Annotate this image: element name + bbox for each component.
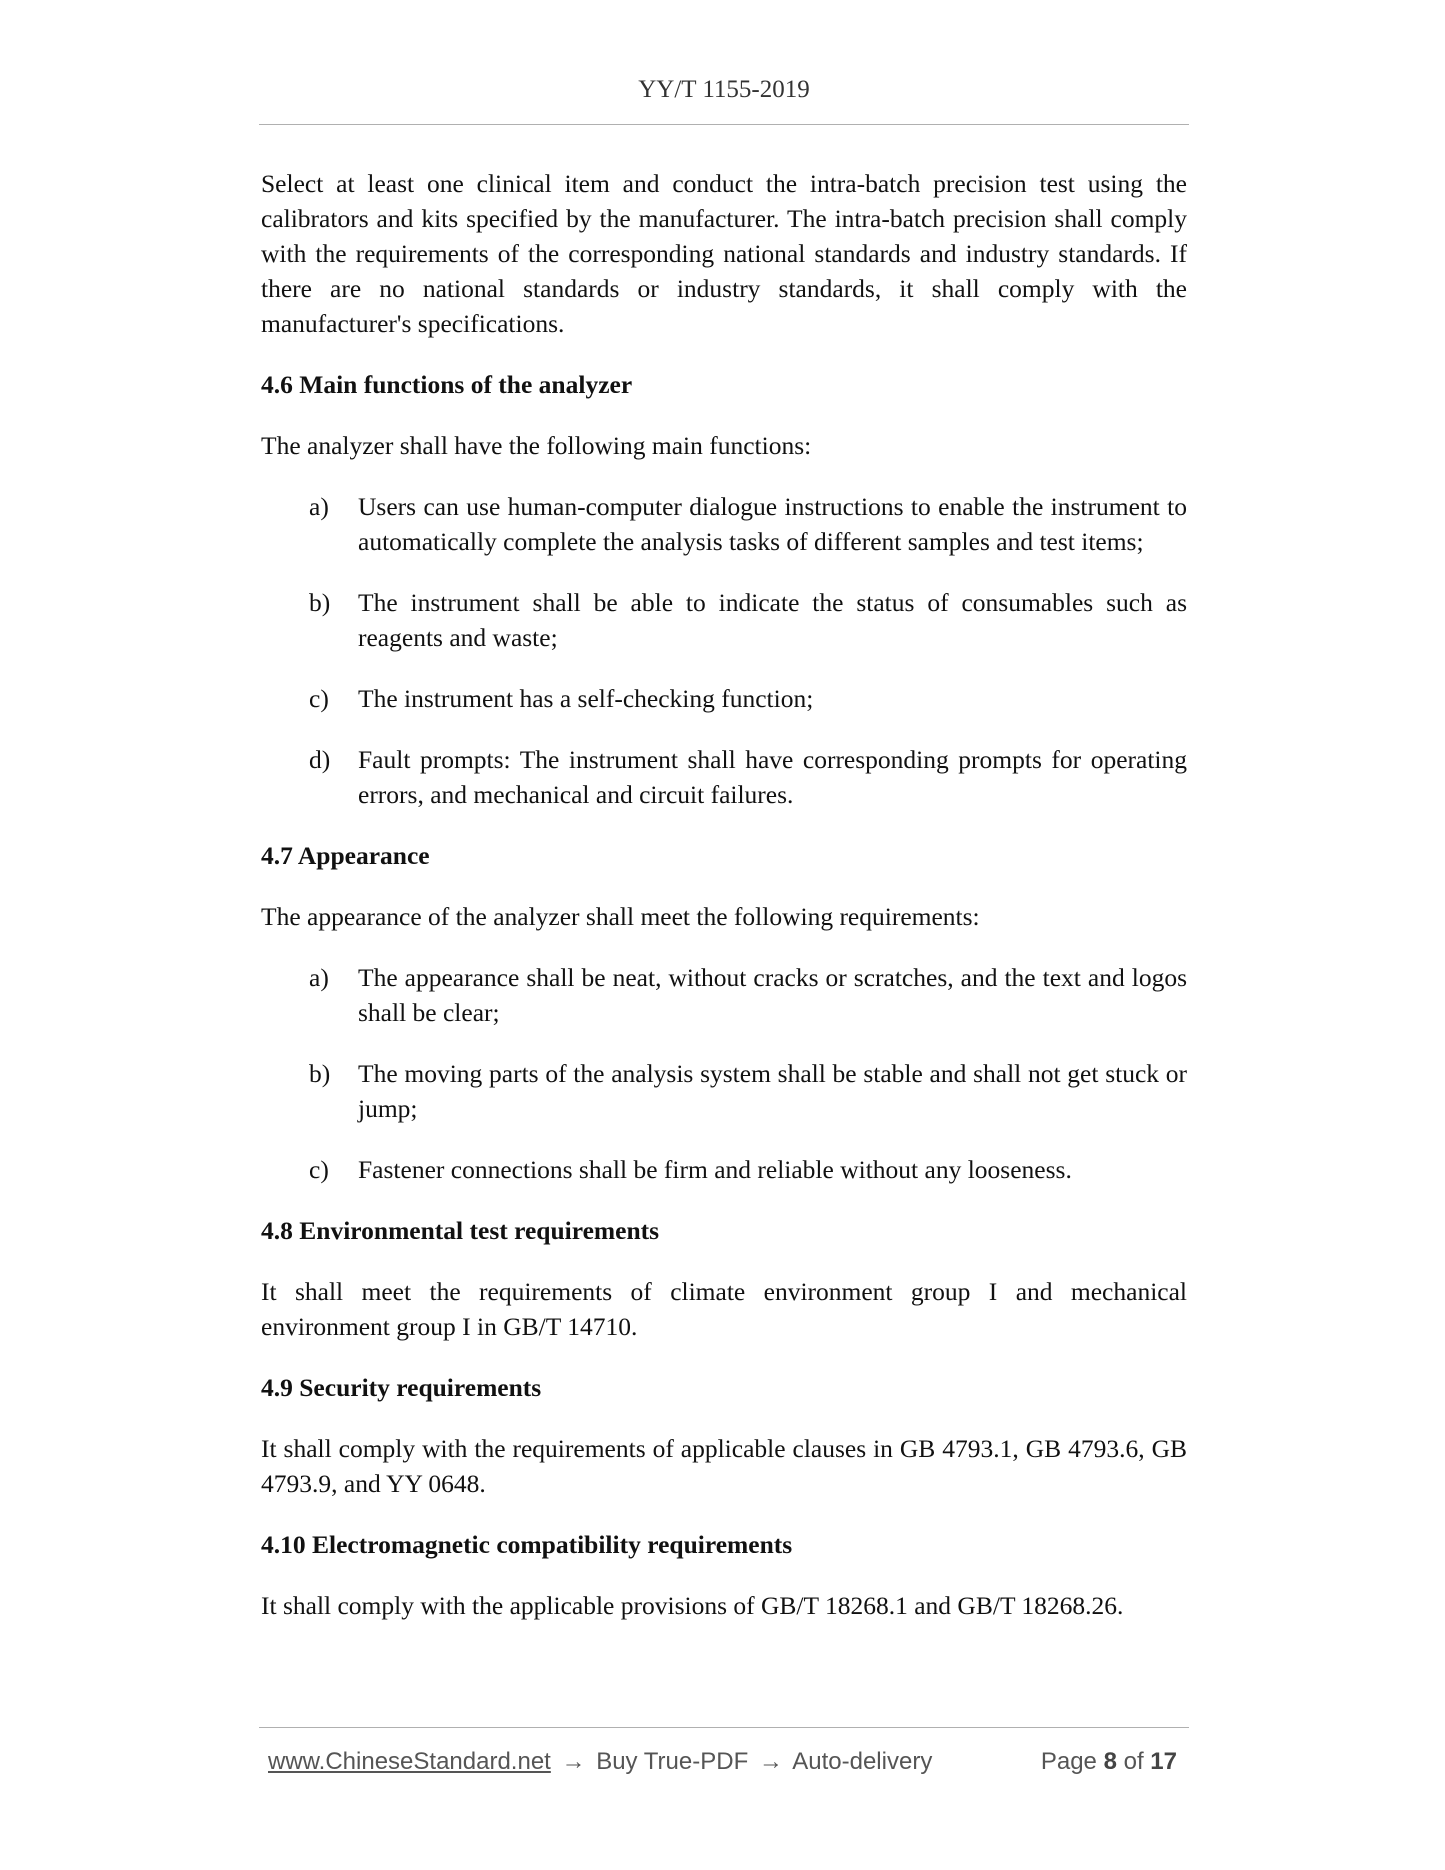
section-4-8-text: It shall meet the requirements of climate environment group I and mechanical environment group I in GB/T 14710.	[261, 1277, 1187, 1341]
list-item-text: The instrument has a self-checking function;	[358, 684, 814, 713]
list-item-text: The appearance shall be neat, without cracks or scratches, and the text and logos shall be clear;	[358, 963, 1187, 1027]
list-marker: a)	[309, 492, 329, 521]
site-link[interactable]: www.ChineseStandard.net	[268, 1748, 551, 1775]
list-item-text: Fastener connections shall be firm and reliable without any looseness.	[358, 1155, 1072, 1184]
list-marker: c)	[309, 684, 329, 713]
list-item-text: The instrument shall be able to indicate the status of consumables such as reagents and waste;	[358, 588, 1187, 652]
page-of-label: of	[1123, 1748, 1144, 1775]
list-item	[261, 742, 1187, 812]
section-4-10-heading: 4.10 Electromagnetic compatibility requirements	[261, 1530, 793, 1559]
arrow-right-icon: →	[758, 1748, 783, 1775]
list-item	[261, 489, 1187, 559]
list-marker: b)	[309, 588, 331, 617]
section-4-7-heading: 4.7 Appearance	[261, 841, 430, 870]
list-marker: d)	[309, 745, 331, 774]
page-number	[1041, 1748, 1177, 1776]
section-4-6-heading: 4.6 Main functions of the analyzer	[261, 370, 633, 399]
page-header: YY/T 1155-2019	[638, 76, 810, 103]
section-4-7-lead: The appearance of the analyzer shall meet the following requirements:	[261, 902, 980, 931]
list-item	[261, 681, 1187, 716]
page-label: Page	[1040, 1748, 1097, 1775]
section-4-9-text: It shall comply with the requirements of applicable clauses in GB 4793.1, GB 4793.6, GB 4793.9, and YY 0648.	[261, 1434, 1187, 1498]
intro-paragraph: Select at least one clinical item and conduct the intra-batch precision test using the calibrators and kits specified by the manufacturer. The intra-batch precision shall comply with the requirements of the corresponding national standards and industry standards. If there are no national standards or industry standards, it shall comply with the manufacturer's specifications.	[261, 169, 1187, 338]
list-item	[261, 585, 1187, 655]
auto-delivery-text: Auto-delivery	[792, 1748, 933, 1775]
section-4-6-list	[261, 489, 1187, 812]
buy-pdf-text: Buy True-PDF	[596, 1748, 749, 1775]
list-item	[261, 1152, 1187, 1187]
page-current: 8	[1103, 1748, 1117, 1775]
document-body	[261, 166, 1187, 1649]
list-item	[261, 1056, 1187, 1126]
footer-divider	[259, 1727, 1189, 1728]
list-marker: c)	[309, 1155, 329, 1184]
section-4-9-heading: 4.9 Security requirements	[261, 1373, 542, 1402]
list-item-text: Users can use human-computer dialogue instructions to enable the instrument to automatically complete the analysis tasks of different samples and test items;	[358, 492, 1187, 556]
page-total: 17	[1150, 1748, 1177, 1775]
section-4-8-heading: 4.8 Environmental test requirements	[261, 1216, 660, 1245]
section-4-10-text: It shall comply with the applicable provisions of GB/T 18268.1 and GB/T 18268.26.	[261, 1591, 1124, 1620]
list-marker: a)	[309, 963, 329, 992]
list-marker: b)	[309, 1059, 331, 1088]
page-footer	[268, 1748, 1183, 1776]
list-item	[261, 960, 1187, 1030]
list-item-text: Fault prompts: The instrument shall have corresponding prompts for operating errors, and mechanical and circuit failures.	[358, 745, 1187, 809]
arrow-right-icon: →	[561, 1748, 586, 1775]
section-4-7-list	[261, 960, 1187, 1187]
header-divider	[259, 124, 1189, 125]
section-4-6-lead: The analyzer shall have the following main functions:	[261, 431, 812, 460]
list-item-text: The moving parts of the analysis system shall be stable and shall not get stuck or jump;	[358, 1059, 1187, 1123]
